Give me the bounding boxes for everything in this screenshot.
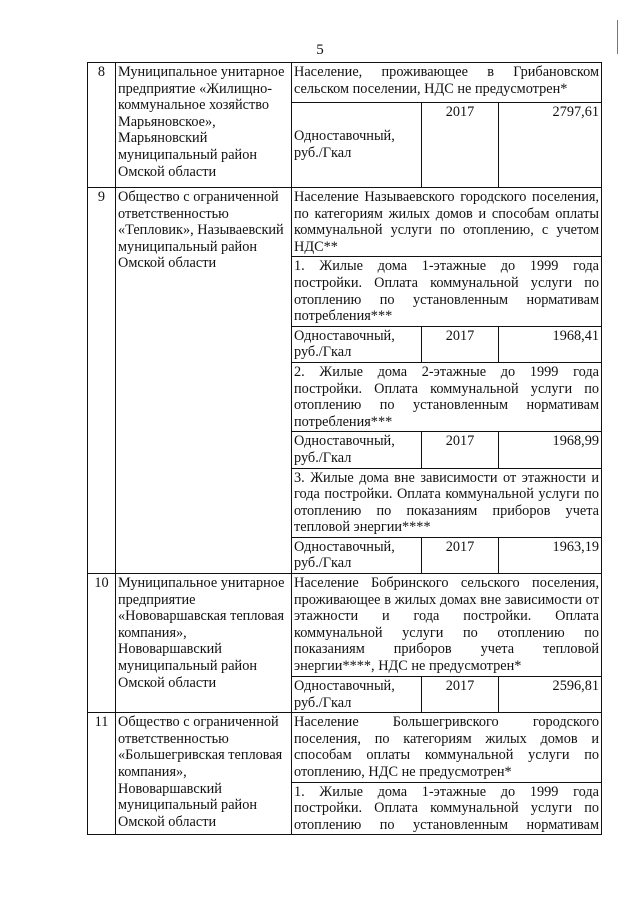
table-row: [88, 63, 602, 103]
tariff-type: Одноставочный, руб./Гкал: [292, 537, 422, 573]
tariff-year: 2017: [422, 326, 499, 362]
tariff-type: Одноставочный, руб./Гкал: [292, 103, 422, 188]
tariff-type: Одноставочный, руб./Гкал: [292, 326, 422, 362]
organization-name: Муниципальное унитарное предприятие «Нововаршавская тепловая компания», Нововаршавский муниципальный район Омской области: [116, 574, 292, 713]
housing-category: 3. Жилые дома вне зависимости от этажности и года постройки. Оплата коммунальной услуги по отоплению по показаниям приборов учета тепловой энергии****: [292, 468, 602, 537]
organization-name: Муниципальное унитарное предприятие «Жилищно-коммунальное хозяйство Марьяновское», Марьяновский муниципальный район Омской области: [116, 63, 292, 188]
tariff-year: 2017: [422, 537, 499, 573]
row-number: 9: [88, 188, 116, 574]
margin-mark: [617, 20, 618, 54]
consumer-group: Население Бобринского сельского поселения, проживающее в жилых домах вне зависимости от этажности и года постройки. Оплата коммунальной услуги по отоплению по показаниям приборов учета тепловой энергии****, НДС не предусмотрен*: [292, 574, 602, 677]
tariff-value: 1968,41: [499, 326, 602, 362]
page-number: 5: [316, 42, 324, 58]
row-number: 8: [88, 63, 116, 188]
tariff-value: 1968,99: [499, 432, 602, 468]
consumer-group: Население, проживающее в Грибановском сельском поселении, НДС не предусмотрен*: [292, 63, 602, 103]
tariff-year: 2017: [422, 677, 499, 713]
housing-category: 1. Жилые дома 1-этажные до 1999 года постройки. Оплата коммунальной услуги по отоплению по установленным нормативам: [292, 782, 602, 835]
row-number: 11: [88, 713, 116, 835]
tariff-year: 2017: [422, 432, 499, 468]
tariff-value: 1963,19: [499, 537, 602, 573]
table-row: [88, 574, 602, 677]
consumer-group: Население Большегривского городского поселения, по категориям жилых домов и способам оплаты коммунальной услуги по отоплению, НДС не предусмотрен*: [292, 713, 602, 782]
organization-name: Общество с ограниченной ответственностью «Большегривская тепловая компания», Нововаршавский муниципальный район Омской области: [116, 713, 292, 835]
consumer-group: Население Называевского городского поселения, по категориям жилых домов и способам оплаты коммунальной услуги по отоплению, с учетом НДС**: [292, 188, 602, 257]
table-row: [88, 713, 602, 782]
tariff-value: 2797,61: [499, 103, 602, 188]
tariff-table: [87, 62, 602, 835]
housing-category: 1. Жилые дома 1-этажные до 1999 года постройки. Оплата коммунальной услуги по отоплению по установленным нормативам потребления***: [292, 257, 602, 326]
row-number: 10: [88, 574, 116, 713]
tariff-year: 2017: [422, 103, 499, 188]
tariff-value: 2596,81: [499, 677, 602, 713]
tariff-type: Одноставочный, руб./Гкал: [292, 432, 422, 468]
tariff-type: Одноставочный, руб./Гкал: [292, 677, 422, 713]
housing-category: 2. Жилые дома 2-этажные до 1999 года постройки. Оплата коммунальной услуги по отоплению по установленным нормативам потребления***: [292, 362, 602, 431]
table-row: [88, 188, 602, 257]
organization-name: Общество с ограниченной ответственностью «Тепловик», Называевский муниципальный район Омской области: [116, 188, 292, 574]
